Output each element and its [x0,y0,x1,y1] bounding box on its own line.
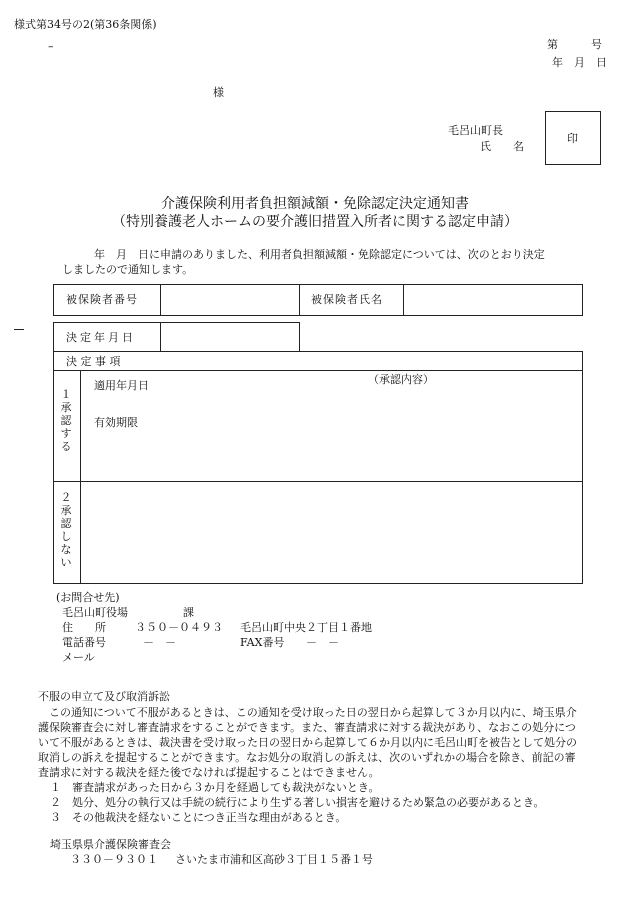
intro-line-2: しましたので通知します。 [62,263,194,276]
contact-phone-value: － － [143,636,176,649]
decision-items-header-line [53,370,583,371]
appeal-org-postal: ３３０－９３０１ [70,853,158,866]
seal-text: 印 [567,132,578,145]
decision-items-label: 決 定 事 項 [66,355,121,368]
contact-heading: (お問合せ先) [56,591,120,604]
contact-office: 毛呂山町役場 課 [62,606,194,619]
approval-content-label: （承認内容） [368,373,434,386]
appeal-item-2: ２ 処分、処分の執行又は手続の続行により生ずる著しい損害を避けるため緊急の必要があるとき。 [50,796,545,809]
header-dash: – [48,40,54,53]
approve-label: １ 承認する [60,388,72,453]
contact-mail-label: メール [62,651,95,664]
intro-line-1: 年 月 日に申請のありました、利用者負担額減額・免除認定については、次のとおり決定 [94,248,545,261]
appeal-heading: 不服の申立て及び取消訴訟 [38,690,170,703]
seal-box [545,111,601,165]
decision-date-label: 決定年月日 [66,331,136,344]
contact-fax-value: － － [306,636,339,649]
appeal-org: 埼玉県県介護保険審査会 [50,838,171,851]
margin-dash [14,329,24,330]
document-date-label: 年 月 日 [552,56,607,69]
contact-address: 毛呂山町中央２丁目１番地 [240,621,372,634]
row1-divider-2 [299,284,300,316]
appeal-org-address: さいたま市浦和区高砂３丁目１５番１号 [175,853,373,866]
document-number-label: 第 号 [547,38,602,51]
valid-period-label: 有効期限 [94,416,138,429]
not-approve-label: ２ 承認しない [60,491,72,569]
insured-name-label: 被保険者氏名 [311,293,383,306]
name-label: 氏 名 [480,140,524,153]
title-line-1: 介護保険利用者負担額減額・免除認定決定通知書 [161,196,469,212]
contact-phone-label: 電話番号 [62,636,106,649]
contact-postal-code: ３５０－０４９３ [135,621,223,634]
mayor-title: 毛呂山町長 [448,124,503,137]
form-number: 様式第34号の2(第36条関係) [14,18,157,31]
row1-divider-1 [160,284,161,316]
apply-date-label: 適用年月日 [94,379,149,392]
decision-middle-line [53,481,583,482]
appeal-item-1: １ 審査請求があった日から３か月を経過しても裁決がないとき。 [50,781,380,794]
contact-address-label: 住 所 [62,621,106,634]
row1-divider-3 [403,284,404,316]
appeal-item-3: ３ その他裁決を経ないことにつき正当な理由があるとき。 [50,811,347,824]
row2-divider [160,322,161,352]
decision-left-divider [80,370,81,584]
recipient-suffix: 様 [213,86,224,99]
insured-number-label: 被保険者番号 [66,293,138,306]
title-line-2: （特別養護老人ホームの要介護旧措置入所者に関する認定申請） [112,214,518,230]
contact-fax-label: FAX番号 [240,636,285,649]
appeal-paragraph: この通知について不服があるときは、この通知を受け取った日の翌日から起算して３か月以内に、埼玉県介護保険審査会に対し審査請求をすることができます。また、審査請求に対する裁決があり、なおこの処分について不服があるときは、裁決書を受け取った日の翌日から起算して６か月以内に毛呂山町を被告として処分の取消しの訴えを提起することができます。なお処分の取消しの訴えは、次のいずれかの場合を除き、前記の審査請求に対する裁決を経た後でなければ提起することはできません。 [38,706,577,779]
